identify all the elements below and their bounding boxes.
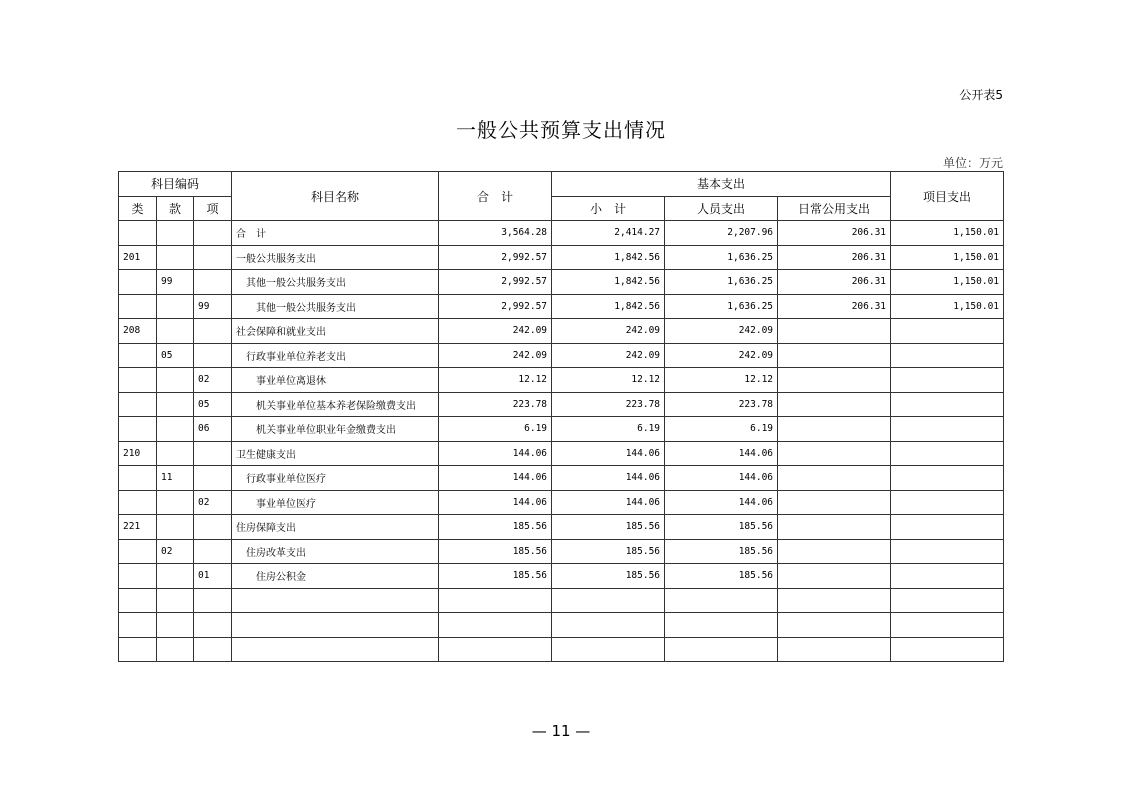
table-row xyxy=(119,564,1004,589)
cell-lei xyxy=(119,564,157,589)
cell-kuan: 02 xyxy=(157,539,194,564)
cell-subject-name: 机关事业单位职业年金缴费支出 xyxy=(232,417,439,442)
cell-total: 144.06 xyxy=(439,490,552,515)
cell-total: 2,992.57 xyxy=(439,294,552,319)
table-row xyxy=(119,490,1004,515)
cell-total: 6.19 xyxy=(439,417,552,442)
cell-public-expense xyxy=(778,539,891,564)
cell-total: 185.56 xyxy=(439,539,552,564)
table-body xyxy=(119,221,1004,662)
cell-total: 2,992.57 xyxy=(439,270,552,295)
cell-project-expenditure: 1,150.01 xyxy=(891,221,1004,246)
cell-subject-name: 机关事业单位基本养老保险缴费支出 xyxy=(232,392,439,417)
table-row xyxy=(119,221,1004,246)
cell-personnel: 185.56 xyxy=(665,539,778,564)
table-row xyxy=(119,319,1004,344)
cell-xiang: 05 xyxy=(194,392,232,417)
cell-personnel: 242.09 xyxy=(665,343,778,368)
cell-public-expense: 206.31 xyxy=(778,270,891,295)
cell-kuan xyxy=(157,417,194,442)
cell-xiang xyxy=(194,270,232,295)
cell-public-expense: 206.31 xyxy=(778,245,891,270)
cell-project-expenditure xyxy=(891,588,1004,613)
cell-subject-name: 其他一般公共服务支出 xyxy=(232,270,439,295)
table-row xyxy=(119,392,1004,417)
cell-total xyxy=(439,613,552,638)
table-row xyxy=(119,294,1004,319)
table-row xyxy=(119,441,1004,466)
cell-personnel xyxy=(665,588,778,613)
cell-kuan: 99 xyxy=(157,270,194,295)
cell-lei: 221 xyxy=(119,515,157,540)
cell-kuan xyxy=(157,564,194,589)
cell-project-expenditure: 1,150.01 xyxy=(891,245,1004,270)
cell-xiang xyxy=(194,515,232,540)
cell-total: 3,564.28 xyxy=(439,221,552,246)
cell-total: 242.09 xyxy=(439,319,552,344)
cell-subtotal xyxy=(552,613,665,638)
cell-subject-name: 社会保障和就业支出 xyxy=(232,319,439,344)
cell-personnel: 223.78 xyxy=(665,392,778,417)
cell-xiang xyxy=(194,319,232,344)
cell-kuan xyxy=(157,319,194,344)
header-public-expense: 日常公用支出 xyxy=(778,196,891,221)
cell-lei xyxy=(119,343,157,368)
cell-lei: 208 xyxy=(119,319,157,344)
cell-personnel: 2,207.96 xyxy=(665,221,778,246)
cell-lei xyxy=(119,613,157,638)
page-number: — 11 — xyxy=(531,722,591,740)
cell-subtotal: 242.09 xyxy=(552,319,665,344)
cell-xiang xyxy=(194,221,232,246)
cell-project-expenditure xyxy=(891,368,1004,393)
cell-personnel: 6.19 xyxy=(665,417,778,442)
cell-lei xyxy=(119,637,157,662)
cell-xiang xyxy=(194,441,232,466)
cell-total: 144.06 xyxy=(439,466,552,491)
cell-subject-name: 行政事业单位医疗 xyxy=(232,466,439,491)
cell-subject-name: 卫生健康支出 xyxy=(232,441,439,466)
cell-project-expenditure xyxy=(891,637,1004,662)
cell-kuan xyxy=(157,392,194,417)
cell-lei: 210 xyxy=(119,441,157,466)
cell-subtotal: 185.56 xyxy=(552,515,665,540)
header-basic-expenditure: 基本支出 xyxy=(552,172,891,197)
cell-personnel: 242.09 xyxy=(665,319,778,344)
cell-kuan xyxy=(157,441,194,466)
cell-public-expense xyxy=(778,564,891,589)
cell-project-expenditure xyxy=(891,515,1004,540)
cell-personnel: 185.56 xyxy=(665,515,778,540)
cell-subtotal xyxy=(552,588,665,613)
cell-subject-name xyxy=(232,588,439,613)
cell-project-expenditure xyxy=(891,613,1004,638)
cell-subject-name: 行政事业单位养老支出 xyxy=(232,343,439,368)
cell-public-expense xyxy=(778,368,891,393)
cell-project-expenditure xyxy=(891,319,1004,344)
cell-subject-name: 合 计 xyxy=(232,221,439,246)
cell-personnel: 1,636.25 xyxy=(665,245,778,270)
cell-project-expenditure xyxy=(891,466,1004,491)
header-subject-name: 科目名称 xyxy=(232,172,439,221)
table-row xyxy=(119,270,1004,295)
table-row xyxy=(119,466,1004,491)
cell-xiang xyxy=(194,466,232,491)
cell-kuan xyxy=(157,515,194,540)
cell-total: 185.56 xyxy=(439,564,552,589)
cell-personnel: 144.06 xyxy=(665,441,778,466)
cell-personnel xyxy=(665,613,778,638)
cell-personnel: 144.06 xyxy=(665,490,778,515)
cell-xiang xyxy=(194,637,232,662)
cell-xiang: 02 xyxy=(194,490,232,515)
cell-public-expense xyxy=(778,588,891,613)
cell-subtotal xyxy=(552,637,665,662)
cell-total xyxy=(439,588,552,613)
cell-total: 223.78 xyxy=(439,392,552,417)
cell-subject-name: 住房公积金 xyxy=(232,564,439,589)
cell-xiang xyxy=(194,588,232,613)
cell-total xyxy=(439,637,552,662)
cell-total: 242.09 xyxy=(439,343,552,368)
header-kuan: 款 xyxy=(157,196,194,221)
cell-project-expenditure xyxy=(891,343,1004,368)
cell-total: 2,992.57 xyxy=(439,245,552,270)
cell-lei xyxy=(119,270,157,295)
cell-lei xyxy=(119,490,157,515)
cell-project-expenditure xyxy=(891,564,1004,589)
cell-subtotal: 144.06 xyxy=(552,490,665,515)
cell-public-expense xyxy=(778,343,891,368)
cell-personnel xyxy=(665,637,778,662)
cell-project-expenditure xyxy=(891,417,1004,442)
page-title: 一般公共预算支出情况 xyxy=(456,118,666,142)
cell-subtotal: 6.19 xyxy=(552,417,665,442)
cell-subtotal: 2,414.27 xyxy=(552,221,665,246)
table-row xyxy=(119,637,1004,662)
table-row xyxy=(119,613,1004,638)
cell-subtotal: 223.78 xyxy=(552,392,665,417)
cell-subtotal: 1,842.56 xyxy=(552,294,665,319)
cell-project-expenditure: 1,150.01 xyxy=(891,294,1004,319)
cell-xiang: 06 xyxy=(194,417,232,442)
cell-xiang xyxy=(194,343,232,368)
cell-public-expense: 206.31 xyxy=(778,221,891,246)
cell-lei xyxy=(119,466,157,491)
cell-xiang: 99 xyxy=(194,294,232,319)
header-personnel: 人员支出 xyxy=(665,196,778,221)
cell-subject-name: 其他一般公共服务支出 xyxy=(232,294,439,319)
cell-subject-name: 住房保障支出 xyxy=(232,515,439,540)
cell-lei xyxy=(119,588,157,613)
cell-public-expense xyxy=(778,417,891,442)
cell-project-expenditure xyxy=(891,392,1004,417)
cell-personnel: 12.12 xyxy=(665,368,778,393)
cell-kuan xyxy=(157,613,194,638)
cell-public-expense xyxy=(778,637,891,662)
cell-personnel: 1,636.25 xyxy=(665,270,778,295)
cell-public-expense xyxy=(778,319,891,344)
cell-subtotal: 1,842.56 xyxy=(552,270,665,295)
cell-public-expense xyxy=(778,392,891,417)
table-row xyxy=(119,245,1004,270)
cell-lei xyxy=(119,539,157,564)
cell-public-expense: 206.31 xyxy=(778,294,891,319)
form-number: 公开表5 xyxy=(959,88,1003,102)
cell-subtotal: 144.06 xyxy=(552,441,665,466)
cell-kuan xyxy=(157,588,194,613)
cell-subject-name: 住房改革支出 xyxy=(232,539,439,564)
cell-xiang xyxy=(194,539,232,564)
cell-personnel: 144.06 xyxy=(665,466,778,491)
cell-lei xyxy=(119,294,157,319)
cell-kuan xyxy=(157,368,194,393)
cell-lei xyxy=(119,417,157,442)
cell-subtotal: 242.09 xyxy=(552,343,665,368)
cell-lei: 201 xyxy=(119,245,157,270)
cell-subtotal: 12.12 xyxy=(552,368,665,393)
cell-total: 185.56 xyxy=(439,515,552,540)
cell-lei xyxy=(119,392,157,417)
cell-xiang: 02 xyxy=(194,368,232,393)
unit-label: 单位：万元 xyxy=(942,156,1003,170)
table-row xyxy=(119,515,1004,540)
cell-subtotal: 185.56 xyxy=(552,564,665,589)
cell-personnel: 185.56 xyxy=(665,564,778,589)
header-total: 合 计 xyxy=(439,172,552,221)
cell-subject-name xyxy=(232,637,439,662)
header-lei: 类 xyxy=(119,196,157,221)
budget-table xyxy=(118,171,1004,662)
cell-project-expenditure xyxy=(891,539,1004,564)
cell-xiang xyxy=(194,245,232,270)
cell-subtotal: 185.56 xyxy=(552,539,665,564)
table-row xyxy=(119,343,1004,368)
table-row xyxy=(119,368,1004,393)
cell-xiang xyxy=(194,613,232,638)
cell-public-expense xyxy=(778,466,891,491)
cell-subject-name: 一般公共服务支出 xyxy=(232,245,439,270)
cell-subtotal: 1,842.56 xyxy=(552,245,665,270)
table-row xyxy=(119,539,1004,564)
cell-project-expenditure xyxy=(891,441,1004,466)
cell-kuan xyxy=(157,294,194,319)
cell-subject-name: 事业单位离退休 xyxy=(232,368,439,393)
cell-total: 12.12 xyxy=(439,368,552,393)
cell-kuan: 11 xyxy=(157,466,194,491)
cell-kuan xyxy=(157,637,194,662)
cell-kuan xyxy=(157,245,194,270)
cell-subject-name xyxy=(232,613,439,638)
header-project-expenditure: 项目支出 xyxy=(891,172,1004,221)
cell-project-expenditure xyxy=(891,490,1004,515)
header-xiang: 项 xyxy=(194,196,232,221)
cell-lei xyxy=(119,368,157,393)
cell-personnel: 1,636.25 xyxy=(665,294,778,319)
cell-public-expense xyxy=(778,613,891,638)
table-row xyxy=(119,588,1004,613)
cell-lei xyxy=(119,221,157,246)
table-row xyxy=(119,417,1004,442)
cell-public-expense xyxy=(778,515,891,540)
cell-kuan xyxy=(157,221,194,246)
cell-subtotal: 144.06 xyxy=(552,466,665,491)
cell-kuan: 05 xyxy=(157,343,194,368)
cell-kuan xyxy=(157,490,194,515)
cell-subject-name: 事业单位医疗 xyxy=(232,490,439,515)
cell-public-expense xyxy=(778,490,891,515)
cell-project-expenditure: 1,150.01 xyxy=(891,270,1004,295)
header-code-group: 科目编码 xyxy=(119,172,232,197)
cell-public-expense xyxy=(778,441,891,466)
header-subtotal: 小 计 xyxy=(552,196,665,221)
cell-total: 144.06 xyxy=(439,441,552,466)
cell-xiang: 01 xyxy=(194,564,232,589)
